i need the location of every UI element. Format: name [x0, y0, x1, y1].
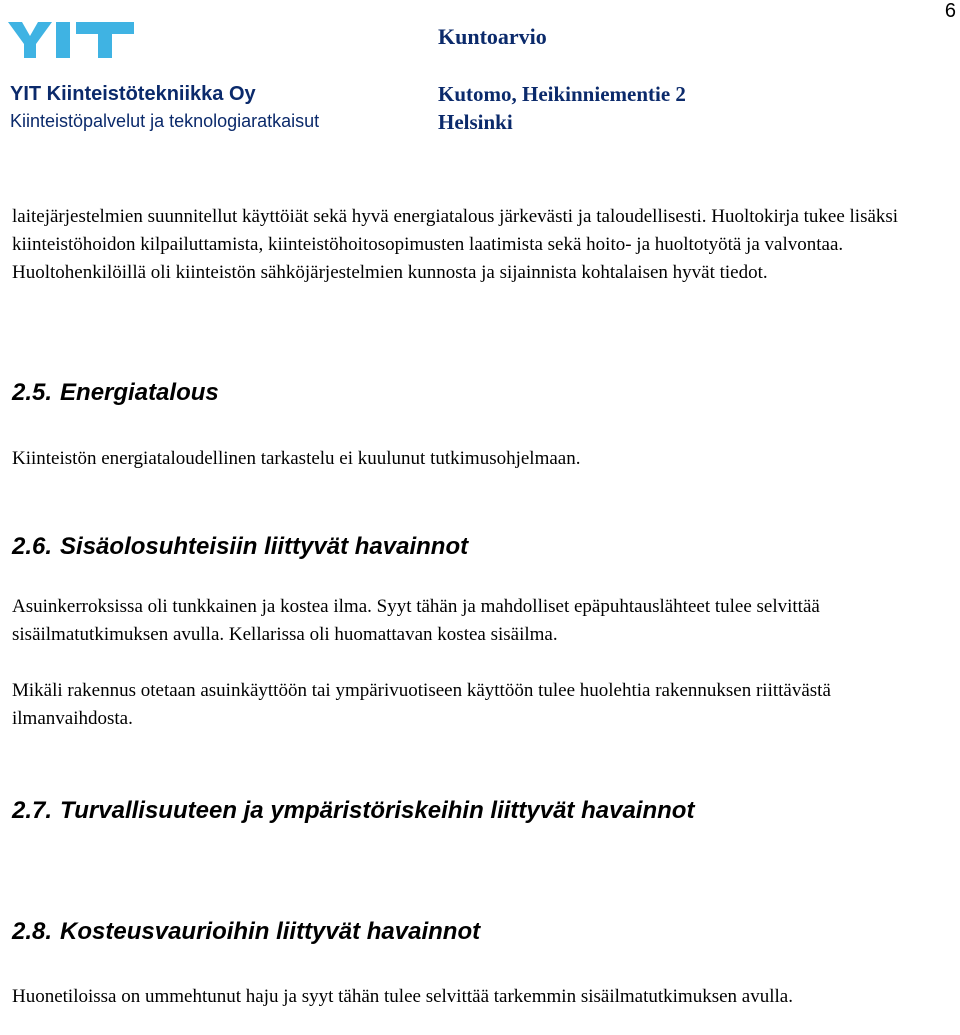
- page-number: 6: [944, 0, 956, 22]
- section-number: 2.6.: [12, 533, 53, 560]
- yit-logo: [8, 22, 138, 58]
- section-title: Sisäolosuhteisiin liittyvät havainnot: [60, 533, 469, 560]
- section-paragraph: Huonetiloissa on ummehtunut haju ja syyt tähän tulee selvittää tarkemmin sisäilmatutkimuksen avulla.: [12, 986, 793, 1007]
- section-title: Energiatalous: [60, 379, 219, 406]
- section-heading-2-8: [12, 917, 480, 947]
- section-paragraph: Mikäli rakennus otetaan asuinkäyttöön tai ympärivuotiseen käyttöön tulee huolehtia rakennuksen riittävästä ilmanvaihdosta.: [12, 680, 831, 729]
- section-paragraph: Asuinkerroksissa oli tunkkainen ja kostea ilma. Syyt tähän ja mahdolliset epäpuhtauslähteet tulee selvittää sisäilmatutkimuksen avulla. Kellarissa oli huomattavan kostea sisäilma.: [12, 596, 820, 645]
- section-heading-2-6: [12, 532, 468, 562]
- section-number: 2.8.: [12, 918, 53, 945]
- section-title: Kosteusvaurioihin liittyvät havainnot: [60, 918, 481, 945]
- section-heading-2-7: [12, 796, 694, 826]
- section-number: 2.5.: [12, 379, 53, 406]
- section-paragraph: Kiinteistön energiataloudellinen tarkastelu ei kuulunut tutkimusohjelmaan.: [12, 448, 581, 469]
- section-title: Turvallisuuteen ja ympäristöriskeihin liittyvät havainnot: [60, 797, 695, 824]
- site-address: Kutomo, Heikinniementie 2: [438, 82, 686, 106]
- intro-block: [12, 203, 942, 287]
- company-department: Kiinteistöpalvelut ja teknologiaratkaisut: [10, 111, 320, 131]
- section-number: 2.7.: [12, 797, 53, 824]
- section-heading-2-5: [12, 378, 219, 408]
- site-block: [438, 80, 686, 136]
- company-block: [10, 80, 319, 134]
- intro-paragraph: laitejärjestelmien suunnitellut käyttöiät sekä hyvä energiatalous järkevästi ja taloudellisesti. Huoltokirja tukee lisäksi kiinteistöhoidon kilpailuttamista, kiinteistöhoitosopimusten laatimista sekä hoito- ja huoltotyötä ja valvontaa. Huoltohenkilöillä oli kiinteistön sähköjärjestelmien kunnosta ja sijainnista kohtalaisen hyvät tiedot.: [12, 206, 899, 283]
- site-city: Helsinki: [438, 110, 513, 134]
- company-name: YIT Kiinteistötekniikka Oy: [10, 83, 256, 105]
- document-title: Kuntoarvio: [438, 24, 547, 49]
